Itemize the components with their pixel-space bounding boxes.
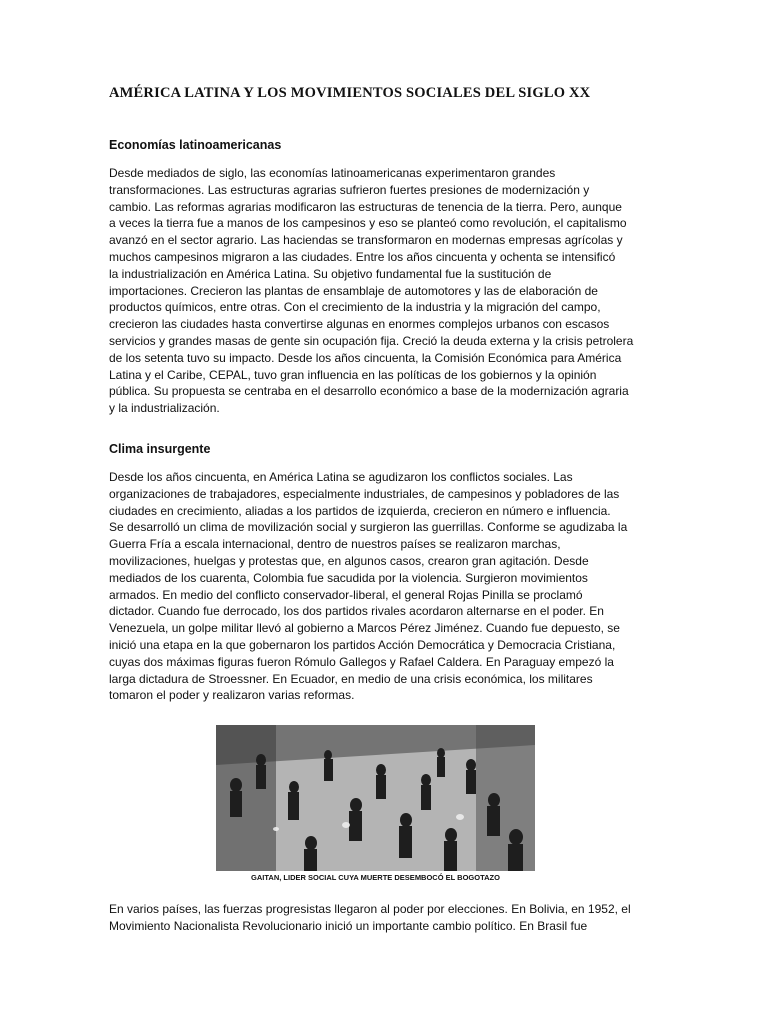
paragraph-line: armados. En medio del conflicto conservador-liberal, el general Rojas Pinilla se proclamó [109, 587, 583, 602]
paragraph-line: a veces la tierra fue a manos de los campesinos y eso se planteó como revolución, el capitalismo [109, 216, 627, 231]
paragraph-line: tomaron el poder y realizaron varias reformas. [109, 688, 355, 703]
paragraph-economias [109, 165, 658, 417]
paragraph-line: importaciones. Crecieron las plantas de ensamblaje de automotores y las de elaboración de [109, 283, 598, 298]
paragraph-line: servicios y grandes masas de gente sin ocupación fija. Creció la deuda externa y la crisis petrolera [109, 333, 634, 348]
paragraph-clima [109, 469, 658, 704]
paragraph-line: En varios países, las fuerzas progresistas llegaron al poder por elecciones. En Bolivia, en 1952, el [109, 902, 631, 916]
paragraph-line: Desde los años cincuenta, en América Latina se agudizaron los conflictos sociales. Las [109, 470, 573, 484]
paragraph-line: Guerra Fría a escala internacional, dentro de nuestros países se realizaron marchas, [109, 537, 561, 552]
paragraph-line: crecieron las ciudades hasta convertirse algunas en enormes complejos urbanos con escasos [109, 317, 610, 332]
paragraph-line: productos químicos, entre otras. Con el crecimiento de la industria y la migración del campo, [109, 300, 601, 315]
section-heading-clima: Clima insurgente [109, 442, 211, 456]
page-title: AMÉRICA LATINA Y LOS MOVIMIENTOS SOCIALES DEL SIGLO XX [109, 85, 591, 101]
paragraph-progresistas [109, 901, 658, 935]
paragraph-line: de los setenta tuvo su impacto. Desde los años cincuenta, la Comisión Económica para América [109, 350, 622, 365]
paragraph-line: cuyas dos máximas figuras fueron Rómulo Gallegos y Rafael Caldera. En Paraguay empezó la [109, 654, 614, 669]
paragraph-line: dictador. Cuando fue derrocado, los dos partidos rivales acordaron alternarse en el poder. En [109, 604, 604, 619]
paragraph-line: ciudades en crecimiento, aliadas a los partidos de izquierda, crecieron en número e influencia. [109, 503, 611, 518]
paragraph-line: organizaciones de trabajadores, especialmente industriales, de campesinos y pobladores de las [109, 486, 620, 501]
paragraph-line: muchos campesinos migraron a las ciudades. Entre los años cincuenta y ochenta se intensificó [109, 249, 616, 264]
section-heading-economias: Economías latinoamericanas [109, 138, 282, 152]
paragraph-line: Latina y el Caribe, CEPAL, tuvo gran influencia en las políticas de los gobiernos y la opinión [109, 367, 597, 382]
paragraph-line: la industrialización en América Latina. Su objetivo fundamental fue la sustitución de [109, 266, 552, 281]
paragraph-line: avanzó en el sector agrario. Las haciendas se transformaron en modernas empresas agrícolas y [109, 233, 623, 248]
bogotazo-photo [216, 725, 535, 871]
street-crowd-image [216, 725, 535, 871]
photo-caption: GAITAN, LIDER SOCIAL CUYA MUERTE DESEMBOCÓ EL BOGOTAZO [251, 873, 500, 882]
paragraph-line: Venezuela, un golpe militar llevó al gobierno a Marcos Pérez Jiménez. Cuando fue depuesto, se [109, 621, 620, 636]
paragraph-line: Se desarrolló un clima de movilización social y surgieron las guerrillas. Conforme se agudizaba la [109, 520, 628, 535]
paragraph-line: pública. Su propuesta se centraba en el desarrollo económico a base de la modernización agraria [109, 384, 629, 399]
paragraph-line: Desde mediados de siglo, las economías latinoamericanas experimentaron grandes [109, 166, 556, 180]
paragraph-line: y la industrialización. [109, 401, 220, 416]
paragraph-line: inició una etapa en la que gobernaron los partidos Acción Democrática y Democracia Cristiana, [109, 637, 616, 652]
paragraph-line: cambio. Las reformas agrarias modificaron las estructuras de tenencia de la tierra. Pero, aunque [109, 199, 622, 214]
paragraph-line: movilizaciones, huelgas y protestas que, en algunos casos, crearon gran agitación. Desde [109, 553, 589, 568]
paragraph-line: Movimiento Nacionalista Revolucionario inició un importante cambio político. En Brasil fue [109, 918, 588, 933]
paragraph-line: mediados de los cuarenta, Colombia fue sacudida por la violencia. Surgieron movimientos [109, 570, 588, 585]
paragraph-line: transformaciones. Las estructuras agrarias sufrieron fuertes presiones de modernización y [109, 182, 590, 197]
paragraph-line: larga dictadura de Stroessner. En Ecuador, en medio de una crisis económica, los militares [109, 671, 593, 686]
